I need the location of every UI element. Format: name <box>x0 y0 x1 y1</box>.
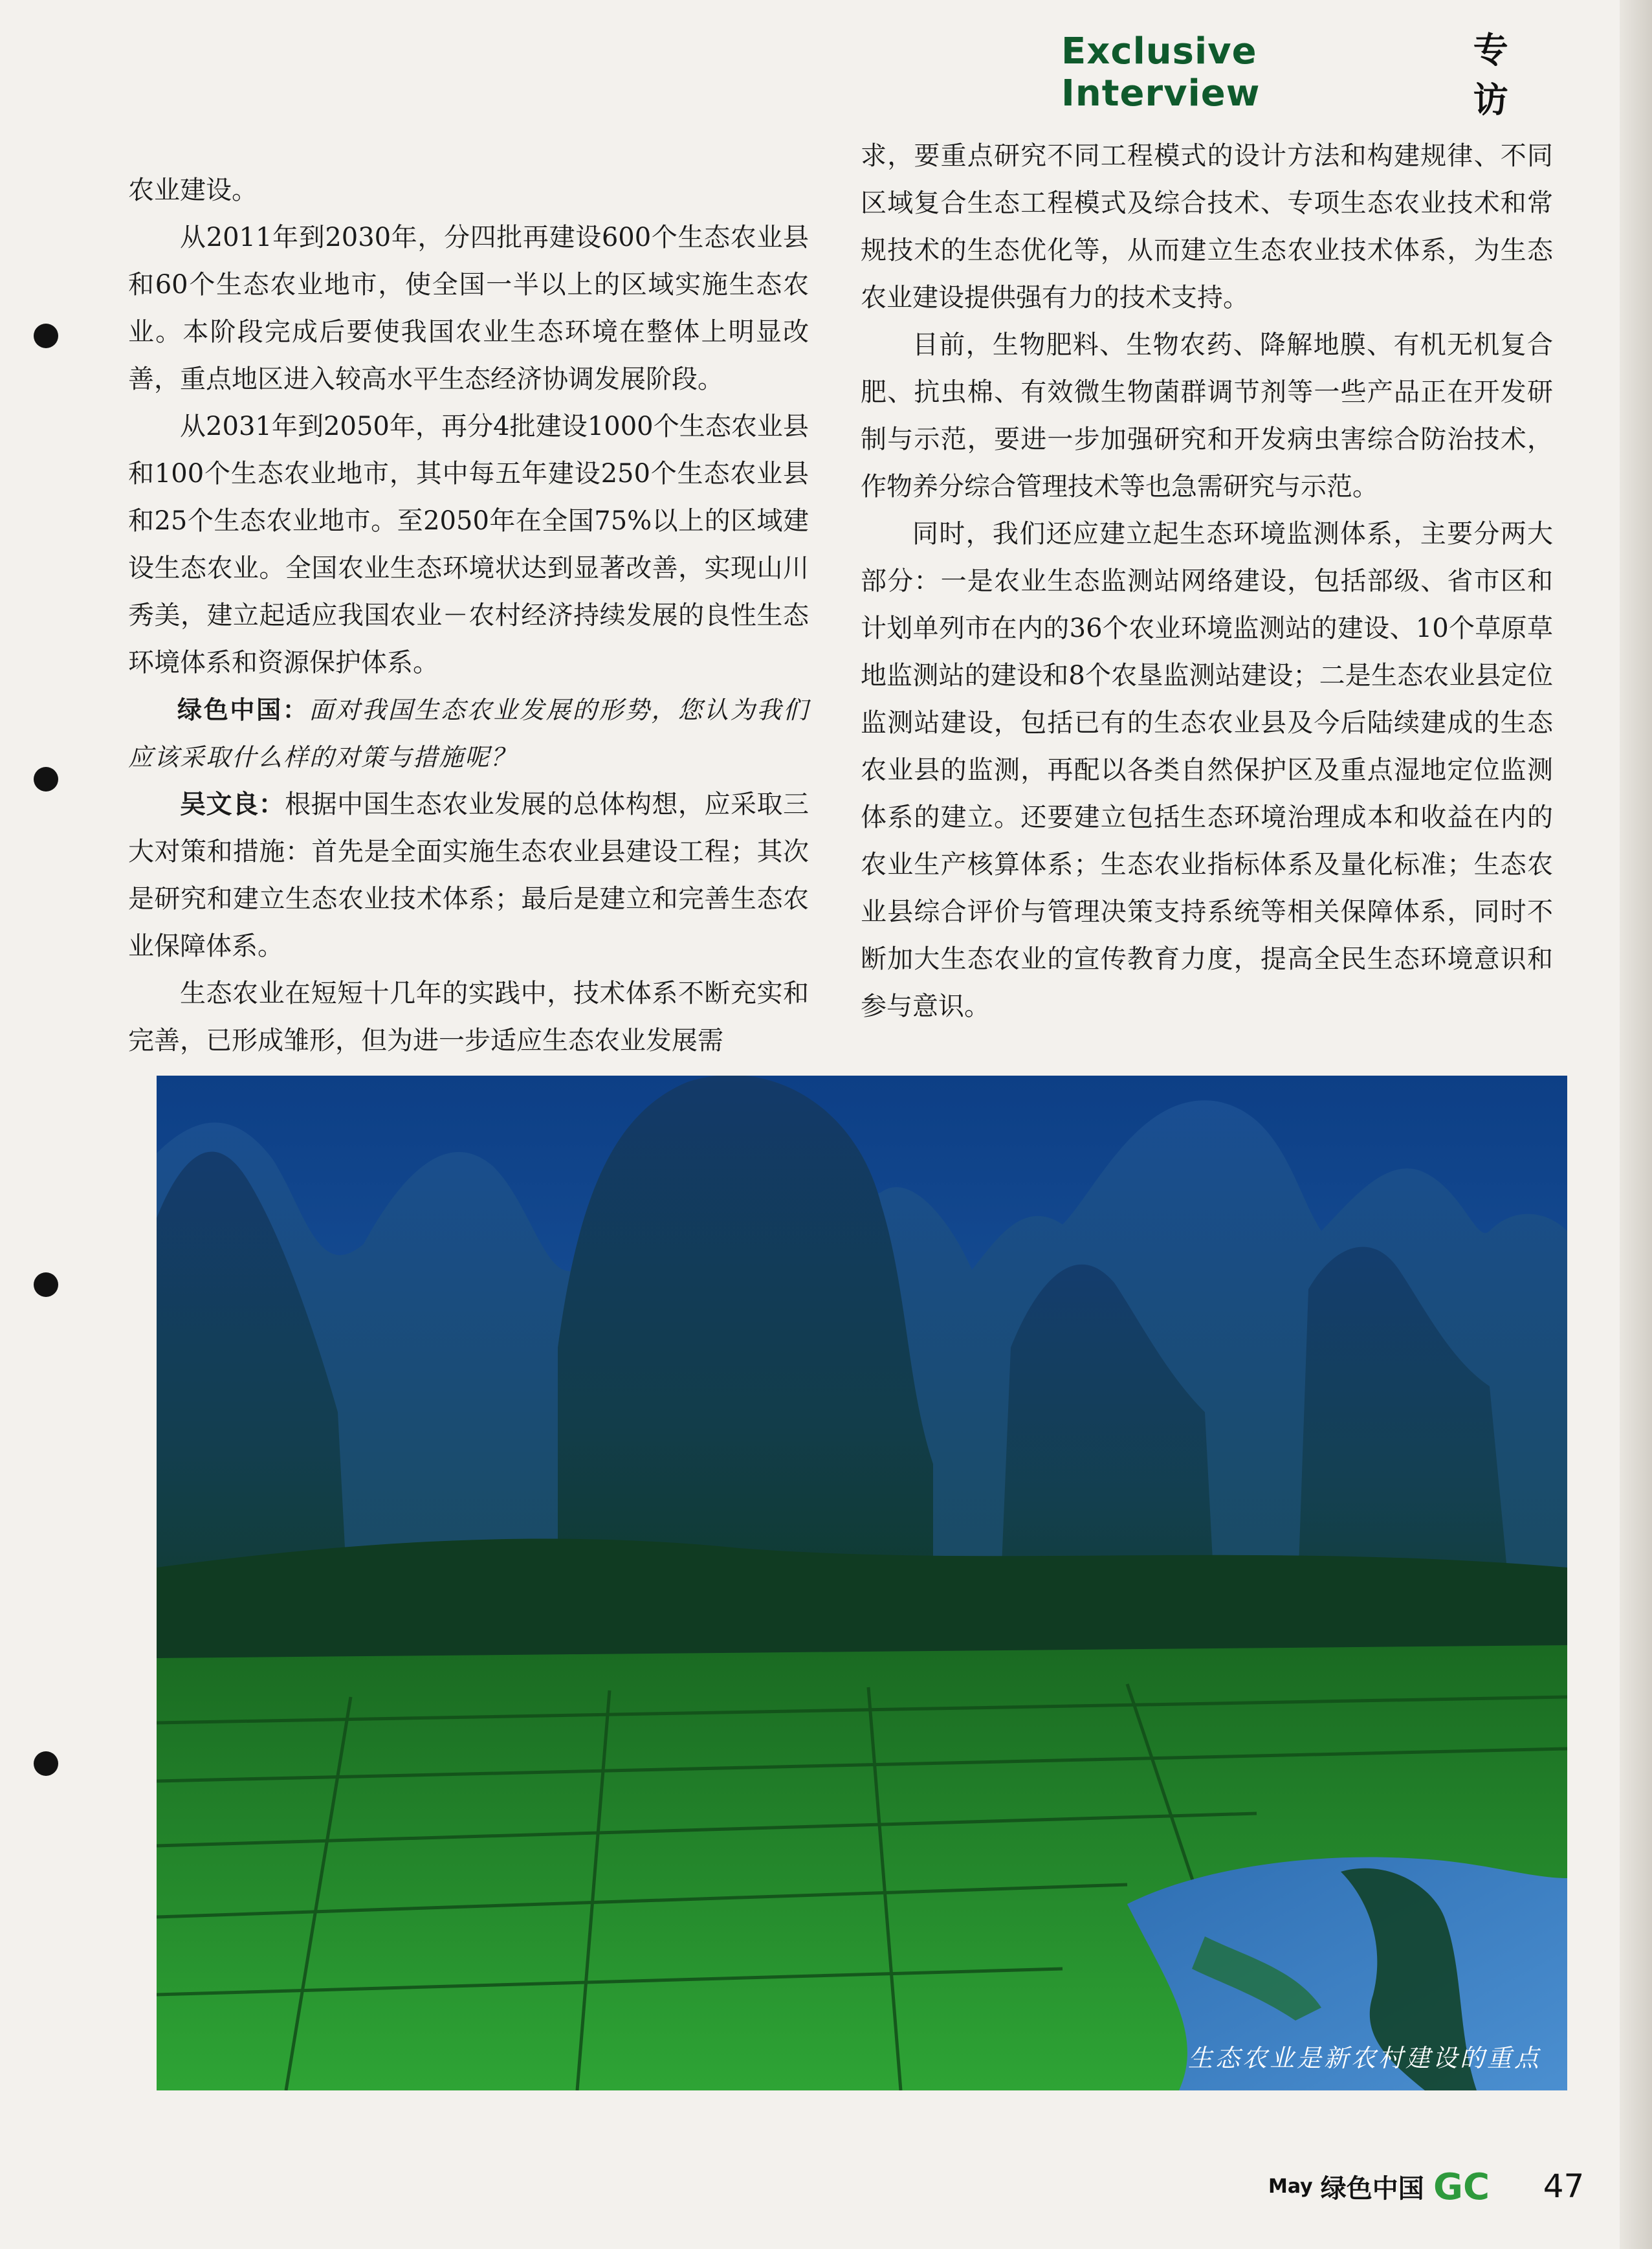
answer-speaker: 吴文良： <box>180 790 285 819</box>
section-title-chinese: 专 访 <box>1473 30 1508 120</box>
page-footer <box>1268 2160 1631 2212</box>
page-number: 47 <box>1543 2167 1585 2205</box>
left-text-column <box>128 167 809 1065</box>
paragraph: 同时，我们还应建立起生态环境监测体系，主要分两大部分：一是农业生态监测站网络建设，包括部级、省市区和计划单列市在内的36个农业环境监测站的建设、10个草原草地监测站的建设和8个农垦监测站建设；二是生态农业县定位监测站建设，包括已有的生态农业县及今后陆续建成的生态农业县的监测，再配以各类自然保护区及重点湿地定位监测体系的建立。还要建立包括生态环境治理成本和收益在内的农业生产核算体系；生态农业指标体系及量化标准；生态农业县综合评价与管理决策支持系统等相关保障体系，同时不断加大生态农业的宣传教育力度，提高全民生态环境意识和参与意识。 <box>861 519 1553 1021</box>
paragraph: 从2031年到2050年，再分4批建设1000个生态农业县和100个生态农业地市，其中每五年建设250个生态农业县和25个生态农业地市。至2050年在全国75%以上的区域建设生态农业。全国农业生态环境状达到显著改善，实现山川秀美，建立起适应我国农业－农村经济持续发展的良性生态环境体系和资源保护体系。 <box>128 412 809 678</box>
binder-hole <box>34 1272 58 1297</box>
answer-text: 根据中国生态农业发展的总体构想，应采取三大对策和措施：首先是全面实施生态农业县建设工程；其次是研究和建立生态农业技术体系；最后是建立和完善生态农业保障体系。 <box>128 790 809 961</box>
gc-logo-mark <box>1432 2167 1510 2206</box>
section-header <box>1061 30 1553 120</box>
interview-answer <box>128 781 809 970</box>
paragraph: 从2011年到2030年，分四批再建设600个生态农业县和60个生态农业地市，使全国一半以上的区域实施生态农业。本阶段完成后要使我国农业生态环境在整体上明显改善，重点地区进入较高水平生态经济协调发展阶段。 <box>128 223 809 394</box>
karst-landscape-photo <box>157 1076 1567 2090</box>
magazine-name: 绿色中国 <box>1320 2173 1424 2204</box>
issue-month: May <box>1268 2175 1313 2198</box>
paragraph: 生态农业在短短十几年的实践中，技术体系不断充实和完善，已形成雏形，但为进一步适应生态农业发展需 <box>128 979 809 1056</box>
section-title-english: Exclusive Interview <box>1061 30 1261 115</box>
paragraph: 求，要重点研究不同工程模式的设计方法和构建规律、不同区域复合生态工程模式及综合技术、专项生态农业技术和常规技术的生态优化等，从而建立生态农业技术体系，为生态农业建设提供强有力的技术支持。 <box>861 141 1553 313</box>
binder-hole <box>34 767 58 792</box>
binder-hole <box>34 324 58 348</box>
paragraph: 农业建设。 <box>128 175 258 205</box>
paragraph: 目前，生物肥料、生物农药、降解地膜、有机无机复合肥、抗虫棉、有效微生物菌群调节剂等一些产品正在开发研制与示范，要进一步加强研究和开发病虫害综合防治技术，作物养分综合管理技术等也急需研究与示范。 <box>861 330 1553 502</box>
landscape-illustration <box>157 1076 1567 2090</box>
question-speaker: 绿色中国： <box>177 696 309 724</box>
gc-logo-icon <box>1432 2167 1510 2206</box>
question-text: 面对我国生态农业发展的形势，您认为我们应该采取什么样的对策与措施呢？ <box>128 696 809 771</box>
binder-hole <box>34 1751 58 1776</box>
right-text-column <box>861 133 1553 1030</box>
photo-caption: 生态农业是新农村建设的重点 <box>1187 2044 1541 2072</box>
logo-lettering: GC <box>1433 2167 1490 2206</box>
interview-question <box>128 687 809 781</box>
